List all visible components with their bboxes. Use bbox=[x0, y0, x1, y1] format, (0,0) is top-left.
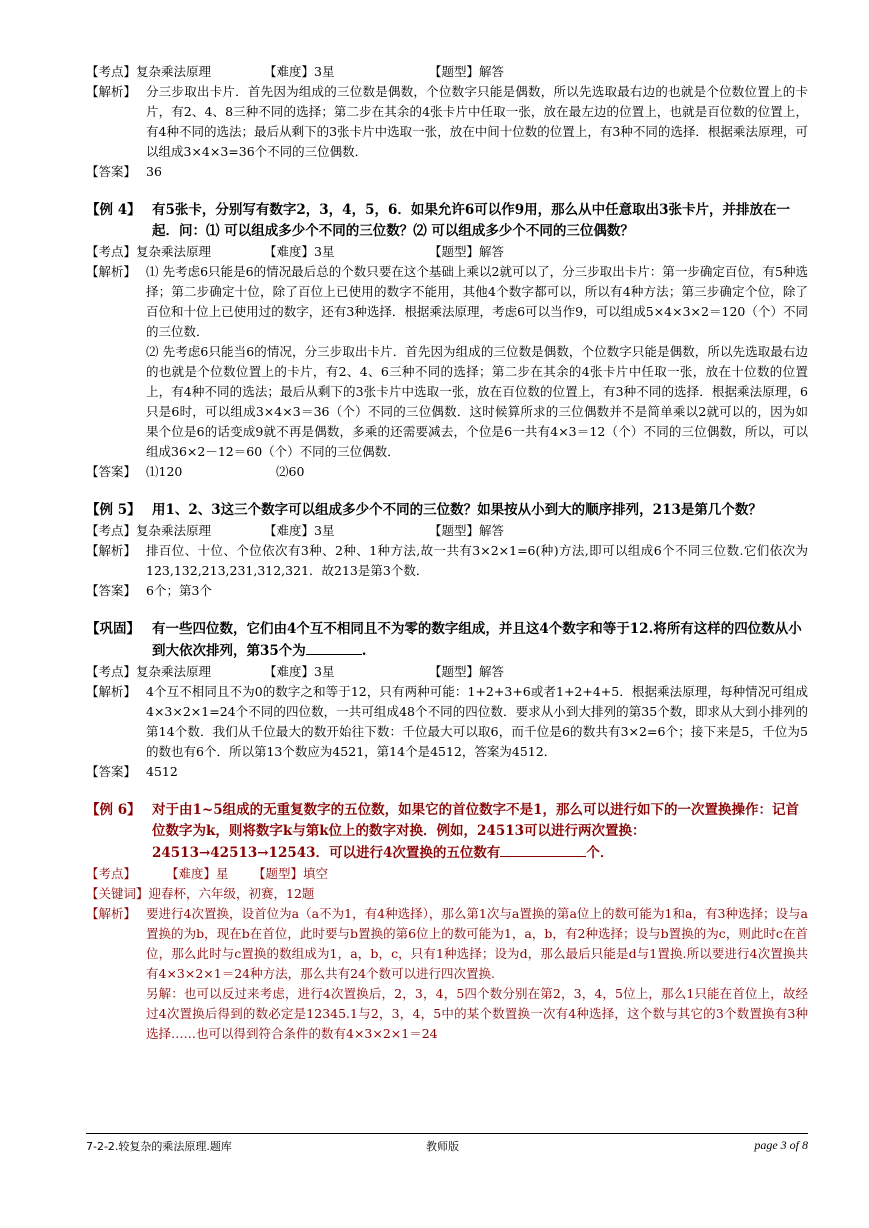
kaodian: 【考点】复杂乘法原理 bbox=[86, 244, 212, 259]
answer-1: ⑴120 bbox=[146, 464, 183, 479]
answer-tag: 【答案】 bbox=[86, 164, 137, 179]
nandu: 【难度】3星 bbox=[264, 64, 335, 79]
meta-row bbox=[86, 242, 808, 262]
answer-text bbox=[146, 462, 808, 482]
tixing: 【题型】解答 bbox=[429, 664, 505, 679]
tixing: 【题型】填空 bbox=[253, 866, 329, 881]
keywords-text: 迎春杯，六年级，初赛，12题 bbox=[148, 886, 315, 901]
tixing: 【题型】解答 bbox=[429, 244, 505, 259]
analysis bbox=[86, 904, 808, 1044]
answer-tag: 【答案】 bbox=[86, 764, 137, 779]
analysis bbox=[86, 682, 808, 762]
analysis-tag: 【解析】 bbox=[86, 84, 137, 99]
question-text: 有一些四位数，它们由4个互不相同且不为零的数字组成，并且这4个数字和等于12.将所有这样的四位数从小到大依次排列，第35个为 . bbox=[152, 621, 802, 659]
meta-row bbox=[86, 662, 808, 682]
question-text: 用1、2、3这三个数字可以组成多少个不同的三位数？如果按从小到大的顺序排列，213是第几个数？ bbox=[152, 502, 762, 518]
kaodian: 【考点】复杂乘法原理 bbox=[86, 664, 212, 679]
analysis-text bbox=[146, 904, 808, 1044]
answer-blank bbox=[500, 842, 586, 857]
kaodian: 【考点】复杂乘法原理 bbox=[86, 523, 212, 538]
nandu: 【难度】3星 bbox=[264, 244, 335, 259]
kaodian: 【考点】 bbox=[86, 866, 137, 881]
question-tag: 【巩固】 bbox=[86, 621, 140, 637]
answer-text: 36 bbox=[146, 164, 162, 179]
footer-page-number: page 3 of 8 bbox=[754, 1138, 808, 1152]
question-text: 有5张卡，分别写有数字2，3，4，5，6．如果允许6可以作9用，那么从中任意取出3张卡片，并排放在一起．问：⑴ 可以组成多少个不同的三位数？⑵ 可以组成多少个不同的三位偶数？ bbox=[152, 202, 791, 239]
analysis-tag: 【解析】 bbox=[86, 264, 137, 279]
kaodian: 【考点】复杂乘法原理 bbox=[86, 64, 212, 79]
nandu: 【难度】3星 bbox=[264, 523, 335, 538]
keywords bbox=[86, 884, 808, 904]
answer-text: 6个；第3个 bbox=[146, 583, 212, 598]
nandu: 【难度】3星 bbox=[264, 664, 335, 679]
nandu: 【难度】星 bbox=[166, 866, 229, 881]
analysis bbox=[86, 541, 808, 581]
answer bbox=[86, 581, 808, 601]
tixing: 【题型】解答 bbox=[429, 64, 505, 79]
answer-text: 4512 bbox=[146, 764, 178, 779]
question-text: 对于由1~5组成的无重复数字的五位数，如果它的首位数字不是1，那么可以进行如下的一次置换操作：记首位数字为k，则将数字k与第k位上的数字对换．例如，24513可以进行两次置换：24513→42513→12543．可以进行4次置换的五位数有 个． bbox=[152, 802, 799, 861]
footer-edition: 教师版 bbox=[426, 1140, 459, 1153]
example-6-question bbox=[86, 800, 808, 864]
page-footer bbox=[86, 1138, 808, 1154]
analysis bbox=[86, 262, 808, 462]
meta-row bbox=[86, 864, 808, 884]
answer bbox=[86, 762, 808, 782]
analysis-text: 分三步取出卡片．首先因为组成的三位数是偶数，个位数字只能是偶数，所以先选取最右边的也就是个位数位置上的卡片，有2、4、8三种不同的选择；第二步在其余的4张卡片中任取一张，放在最左边的位置上，也就是百位数的位置上，有4种不同的选法；最后从剩下的3张卡片中选取一张，放在中间十位数的位置上，有3种不同的选择．根据乘法原理，可以组成3×4×3=36个不同的三位偶数． bbox=[146, 84, 808, 159]
keywords-tag: 【关键词】 bbox=[86, 886, 149, 901]
answer-tag: 【答案】 bbox=[86, 583, 137, 598]
question-tag: 【例 6】 bbox=[86, 802, 141, 818]
answer-tag: 【答案】 bbox=[86, 464, 137, 479]
analysis bbox=[86, 82, 808, 162]
answer bbox=[86, 462, 808, 482]
analysis-text bbox=[146, 262, 808, 462]
answer bbox=[86, 162, 808, 182]
footer-divider bbox=[86, 1133, 808, 1134]
analysis-part-1: ⑴ 先考虑6只能是6的情况最后总的个数只要在这个基础上乘以2就可以了，分三步取出卡片：第一步确定百位，有5种选择；第二步确定十位，除了百位上已使用的数字不能用，其他4个数字都可以，所以有4种方法；第三步确定个位，除了百位和十位上已使用过的数字，还有3种选择．根据乘法原理，考虑6可以当作9，可以组成5×4×3×2＝120（个）不同的三位数． bbox=[146, 264, 808, 339]
example-5-question bbox=[86, 500, 808, 521]
footer-doc-title: 7-2-2.较复杂的乘法原理.题库 bbox=[86, 1140, 232, 1153]
consolidation-question bbox=[86, 619, 808, 662]
analysis-text: 4个互不相同且不为0的数字之和等于12，只有两种可能：1+2+3+6或者1+2+4+5．根据乘法原理，每种情况可组成4×3×2×1=24个不同的四位数，一共可组成48个不同的四位数．要求从小到大排列的第35个数，即求从大到小排列的第14个数．我们从千位最大的数开始往下数：千位最大可以取6，而千位是6的数共有3×2=6个；接下来是5，千位为5的数也有6个．所以第13个数应为4521，第14个是4512，答案为4512． bbox=[146, 684, 808, 759]
analysis-tag: 【解析】 bbox=[86, 543, 137, 558]
analysis-text: 排百位、十位、个位依次有3种、2种、1种方法,故一共有3×2×1=6(种)方法,即可以组成6个不同三位数.它们依次为123,132,213,231,312,321．故213是第3个数． bbox=[146, 543, 808, 578]
analysis-part-2: 另解：也可以反过来考虑，进行4次置换后，2，3，4，5四个数分别在第2，3，4，5位上，那么1只能在首位上，故经过4次置换后得到的数必定是12345.1与2，3，4，5中的某个数置换一次有4种选择，这个数与其它的3个数置换有3种选择……也可以得到符合条件的数有4×3×2×1＝24 bbox=[146, 986, 808, 1041]
answer-blank bbox=[306, 640, 362, 655]
example-3-block bbox=[86, 62, 808, 182]
meta-row bbox=[86, 62, 808, 82]
question-tag: 【例 4】 bbox=[86, 202, 141, 218]
document-page bbox=[86, 62, 808, 1044]
example-4-question bbox=[86, 200, 808, 242]
analysis-tag: 【解析】 bbox=[86, 906, 137, 921]
answer-2: ⑵60 bbox=[276, 464, 305, 479]
analysis-part-2: ⑵ 先考虑6只能当6的情况，分三步取出卡片．首先因为组成的三位数是偶数，个位数字只能是偶数，所以先选取最右边的也就是个位数位置上的卡片，有2、4、6三种不同的选择；第二步在其余的4张卡片中任取一张，放在十位数的位置上，有4种不同的选法；最后从剩下的3张卡片中选取一张，放在百位数的位置上，有3种不同的选择．根据乘法原理，6只是6时，可以组成3×4×3＝36（个）不同的三位偶数．这时候算所求的三位偶数并不是简单乘以2就可以的，因为如果个位是6的话变成9就不再是偶数，多乘的还需要减去，个位是6一共有4×3＝12（个）不同的三位偶数，所以，可以组成36×2－12＝60（个）不同的三位偶数． bbox=[146, 344, 808, 459]
analysis-tag: 【解析】 bbox=[86, 684, 137, 699]
meta-row bbox=[86, 521, 808, 541]
question-tag: 【例 5】 bbox=[86, 502, 141, 518]
tixing: 【题型】解答 bbox=[429, 523, 505, 538]
analysis-part-1: 要进行4次置换，设首位为a（a不为1，有4种选择），那么第1次与a置换的第a位上的数可能为1和a，有3种选择；设与a置换的为b，现在b在首位，此时要与b置换的第6位上的数可能为1，a，b，有2种选择；设与b置换的为c，则此时c在首位，那么此时与c置换的数组成为1，a，b，c，只有1种选择；设为d，那么最后只能是d与1置换.所以要进行4次置换共有4×3×2×1＝24种方法，那么共有24个数可以进行四次置换. bbox=[146, 906, 808, 981]
